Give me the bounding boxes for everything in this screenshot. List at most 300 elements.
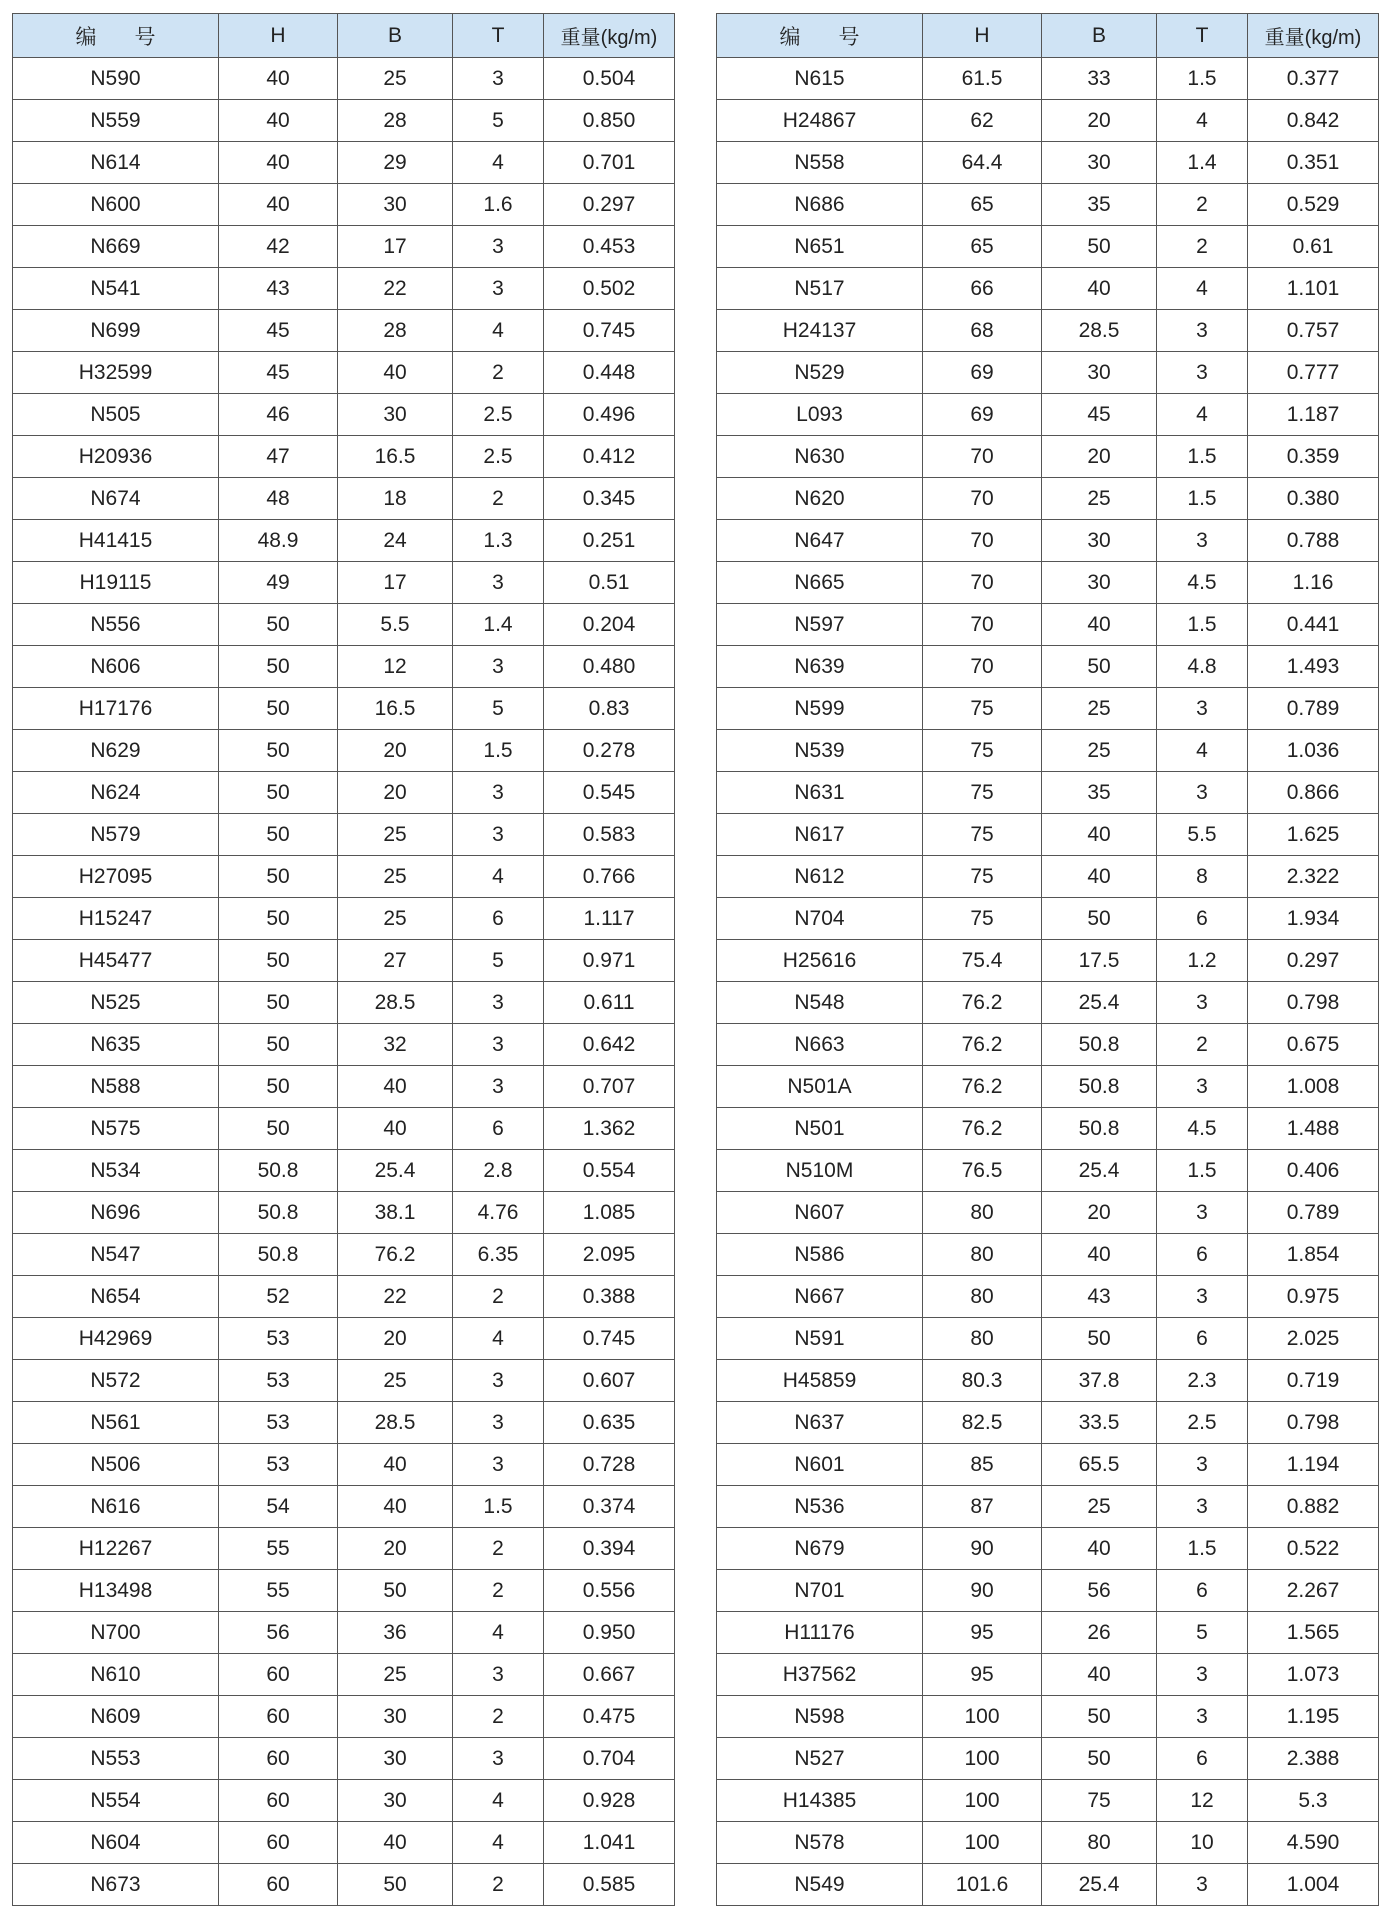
t-cell: 5: [453, 100, 544, 142]
h-cell: 53: [219, 1444, 338, 1486]
weight-cell: 2.322: [1248, 856, 1379, 898]
t-cell: 4: [1157, 100, 1248, 142]
code-cell: H24867: [717, 100, 923, 142]
code-cell: N615: [717, 58, 923, 100]
h-cell: 50: [219, 982, 338, 1024]
weight-cell: 0.788: [1248, 520, 1379, 562]
weight-cell: 0.789: [1248, 688, 1379, 730]
table-row: [717, 1822, 1379, 1864]
header-h: H: [923, 14, 1042, 58]
t-cell: 2.3: [1157, 1360, 1248, 1402]
table-row: [717, 58, 1379, 100]
table-row: [13, 856, 675, 898]
b-cell: 40: [338, 352, 453, 394]
h-cell: 75: [923, 688, 1042, 730]
h-cell: 90: [923, 1528, 1042, 1570]
h-cell: 85: [923, 1444, 1042, 1486]
t-cell: 3: [453, 1654, 544, 1696]
t-cell: 2: [1157, 1024, 1248, 1066]
t-cell: 4: [453, 1822, 544, 1864]
code-cell: H42969: [13, 1318, 219, 1360]
code-cell: N541: [13, 268, 219, 310]
t-cell: 6: [1157, 898, 1248, 940]
t-cell: 3: [1157, 1696, 1248, 1738]
b-cell: 40: [1042, 268, 1157, 310]
table-row: [717, 814, 1379, 856]
h-cell: 70: [923, 646, 1042, 688]
b-cell: 25: [338, 58, 453, 100]
weight-cell: 1.493: [1248, 646, 1379, 688]
table-row: [13, 1486, 675, 1528]
b-cell: 37.8: [1042, 1360, 1157, 1402]
b-cell: 50: [1042, 1318, 1157, 1360]
code-cell: N663: [717, 1024, 923, 1066]
b-cell: 50.8: [1042, 1066, 1157, 1108]
table-row: [717, 1444, 1379, 1486]
b-cell: 33.5: [1042, 1402, 1157, 1444]
b-cell: 30: [338, 1780, 453, 1822]
table-row: [13, 1612, 675, 1654]
code-cell: N606: [13, 646, 219, 688]
h-cell: 46: [219, 394, 338, 436]
header-t: T: [453, 14, 544, 58]
table-row: [13, 1864, 675, 1906]
t-cell: 1.5: [453, 730, 544, 772]
weight-cell: 1.565: [1248, 1612, 1379, 1654]
weight-cell: 1.195: [1248, 1696, 1379, 1738]
h-cell: 60: [219, 1822, 338, 1864]
weight-cell: 0.380: [1248, 478, 1379, 520]
weight-cell: 0.204: [544, 604, 675, 646]
b-cell: 40: [1042, 1528, 1157, 1570]
b-cell: 30: [338, 1738, 453, 1780]
code-cell: N591: [717, 1318, 923, 1360]
t-cell: 6: [1157, 1234, 1248, 1276]
h-cell: 65: [923, 226, 1042, 268]
h-cell: 70: [923, 604, 1042, 646]
code-cell: N578: [717, 1822, 923, 1864]
t-cell: 3: [1157, 1864, 1248, 1906]
h-cell: 87: [923, 1486, 1042, 1528]
t-cell: 5: [453, 940, 544, 982]
h-cell: 65: [923, 184, 1042, 226]
weight-cell: 0.928: [544, 1780, 675, 1822]
weight-cell: 0.374: [544, 1486, 675, 1528]
t-cell: 3: [453, 1444, 544, 1486]
b-cell: 32: [338, 1024, 453, 1066]
b-cell: 25: [1042, 688, 1157, 730]
b-cell: 28.5: [338, 982, 453, 1024]
code-cell: N579: [13, 814, 219, 856]
t-cell: 12: [1157, 1780, 1248, 1822]
table-row: [717, 1360, 1379, 1402]
b-cell: 30: [338, 1696, 453, 1738]
t-cell: 3: [453, 814, 544, 856]
weight-cell: 1.117: [544, 898, 675, 940]
table-header-row: [717, 14, 1379, 58]
table-row: [13, 310, 675, 352]
b-cell: 16.5: [338, 688, 453, 730]
t-cell: 1.5: [1157, 478, 1248, 520]
t-cell: 3: [453, 1066, 544, 1108]
code-cell: H37562: [717, 1654, 923, 1696]
code-cell: N614: [13, 142, 219, 184]
weight-cell: 0.545: [544, 772, 675, 814]
b-cell: 65.5: [1042, 1444, 1157, 1486]
code-cell: H41415: [13, 520, 219, 562]
t-cell: 4.5: [1157, 562, 1248, 604]
t-cell: 1.6: [453, 184, 544, 226]
h-cell: 42: [219, 226, 338, 268]
weight-cell: 1.488: [1248, 1108, 1379, 1150]
b-cell: 40: [338, 1066, 453, 1108]
code-cell: N525: [13, 982, 219, 1024]
b-cell: 45: [1042, 394, 1157, 436]
t-cell: 3: [1157, 1276, 1248, 1318]
t-cell: 6.35: [453, 1234, 544, 1276]
b-cell: 24: [338, 520, 453, 562]
b-cell: 50: [1042, 646, 1157, 688]
b-cell: 16.5: [338, 436, 453, 478]
weight-cell: 2.388: [1248, 1738, 1379, 1780]
weight-cell: 1.934: [1248, 898, 1379, 940]
h-cell: 75: [923, 856, 1042, 898]
h-cell: 50: [219, 940, 338, 982]
table-row: [717, 1234, 1379, 1276]
t-cell: 4: [453, 1612, 544, 1654]
code-cell: H27095: [13, 856, 219, 898]
code-cell: N601: [717, 1444, 923, 1486]
b-cell: 30: [1042, 562, 1157, 604]
b-cell: 20: [338, 772, 453, 814]
table-row: [717, 268, 1379, 310]
weight-cell: 0.554: [544, 1150, 675, 1192]
b-cell: 30: [1042, 142, 1157, 184]
b-cell: 12: [338, 646, 453, 688]
code-cell: H25616: [717, 940, 923, 982]
b-cell: 17.5: [1042, 940, 1157, 982]
t-cell: 2.5: [453, 394, 544, 436]
t-cell: 4: [453, 856, 544, 898]
code-cell: N505: [13, 394, 219, 436]
b-cell: 50: [1042, 1738, 1157, 1780]
code-cell: N536: [717, 1486, 923, 1528]
t-cell: 4: [453, 310, 544, 352]
code-cell: N510M: [717, 1150, 923, 1192]
table-row: [717, 1150, 1379, 1192]
weight-cell: 0.719: [1248, 1360, 1379, 1402]
h-cell: 50.8: [219, 1234, 338, 1276]
code-cell: N506: [13, 1444, 219, 1486]
header-weight: 重量(kg/m): [1248, 14, 1379, 58]
b-cell: 25: [1042, 478, 1157, 520]
code-cell: N696: [13, 1192, 219, 1234]
weight-cell: 0.522: [1248, 1528, 1379, 1570]
h-cell: 95: [923, 1612, 1042, 1654]
t-cell: 4: [1157, 394, 1248, 436]
weight-cell: 1.085: [544, 1192, 675, 1234]
b-cell: 25.4: [1042, 982, 1157, 1024]
b-cell: 50: [1042, 226, 1157, 268]
code-cell: N534: [13, 1150, 219, 1192]
t-cell: 3: [1157, 310, 1248, 352]
b-cell: 28.5: [1042, 310, 1157, 352]
b-cell: 25.4: [1042, 1150, 1157, 1192]
t-cell: 2: [453, 1276, 544, 1318]
b-cell: 38.1: [338, 1192, 453, 1234]
weight-cell: 0.345: [544, 478, 675, 520]
table-row: [13, 940, 675, 982]
table-row: [13, 1822, 675, 1864]
b-cell: 50: [338, 1864, 453, 1906]
table-row: [717, 1024, 1379, 1066]
code-cell: N572: [13, 1360, 219, 1402]
code-cell: N548: [717, 982, 923, 1024]
t-cell: 2.5: [453, 436, 544, 478]
code-cell: N600: [13, 184, 219, 226]
h-cell: 53: [219, 1402, 338, 1444]
weight-cell: 0.502: [544, 268, 675, 310]
b-cell: 40: [338, 1444, 453, 1486]
h-cell: 50: [219, 730, 338, 772]
weight-cell: 1.041: [544, 1822, 675, 1864]
t-cell: 8: [1157, 856, 1248, 898]
t-cell: 4: [453, 1318, 544, 1360]
table-header-row: [13, 14, 675, 58]
header-t: T: [1157, 14, 1248, 58]
weight-cell: 1.194: [1248, 1444, 1379, 1486]
header-code: 编 号: [13, 14, 219, 58]
t-cell: 2: [453, 352, 544, 394]
code-cell: N674: [13, 478, 219, 520]
b-cell: 25.4: [1042, 1864, 1157, 1906]
b-cell: 30: [1042, 352, 1157, 394]
weight-cell: 0.556: [544, 1570, 675, 1612]
h-cell: 45: [219, 310, 338, 352]
table-row: [13, 1066, 675, 1108]
weight-cell: 0.675: [1248, 1024, 1379, 1066]
h-cell: 100: [923, 1738, 1042, 1780]
h-cell: 76.2: [923, 982, 1042, 1024]
b-cell: 25: [1042, 730, 1157, 772]
code-cell: N547: [13, 1234, 219, 1276]
weight-cell: 0.251: [544, 520, 675, 562]
code-cell: H17176: [13, 688, 219, 730]
code-cell: N630: [717, 436, 923, 478]
table-row: [717, 436, 1379, 478]
table-row: [717, 1612, 1379, 1654]
weight-cell: 1.854: [1248, 1234, 1379, 1276]
t-cell: 4: [453, 1780, 544, 1822]
h-cell: 80: [923, 1192, 1042, 1234]
weight-cell: 1.008: [1248, 1066, 1379, 1108]
code-cell: H45859: [717, 1360, 923, 1402]
h-cell: 75: [923, 772, 1042, 814]
t-cell: 1.5: [1157, 604, 1248, 646]
weight-cell: 0.707: [544, 1066, 675, 1108]
h-cell: 62: [923, 100, 1042, 142]
b-cell: 5.5: [338, 604, 453, 646]
weight-cell: 0.475: [544, 1696, 675, 1738]
b-cell: 40: [338, 1486, 453, 1528]
weight-cell: 0.777: [1248, 352, 1379, 394]
t-cell: 3: [453, 268, 544, 310]
code-cell: N610: [13, 1654, 219, 1696]
code-cell: N604: [13, 1822, 219, 1864]
b-cell: 56: [1042, 1570, 1157, 1612]
code-cell: N554: [13, 1780, 219, 1822]
code-cell: N629: [13, 730, 219, 772]
b-cell: 35: [1042, 184, 1157, 226]
table-row: [717, 520, 1379, 562]
header-b: B: [1042, 14, 1157, 58]
b-cell: 25: [338, 856, 453, 898]
t-cell: 4.76: [453, 1192, 544, 1234]
table-row: [13, 436, 675, 478]
h-cell: 76.2: [923, 1024, 1042, 1066]
table-row: [13, 814, 675, 856]
code-cell: N639: [717, 646, 923, 688]
h-cell: 100: [923, 1780, 1042, 1822]
t-cell: 2: [453, 478, 544, 520]
h-cell: 76.2: [923, 1066, 1042, 1108]
table-row: [13, 226, 675, 268]
b-cell: 28: [338, 310, 453, 352]
b-cell: 33: [1042, 58, 1157, 100]
table-body-right: [717, 58, 1379, 1906]
t-cell: 2: [1157, 226, 1248, 268]
table-row: [717, 352, 1379, 394]
table-row: [13, 604, 675, 646]
weight-cell: 0.359: [1248, 436, 1379, 478]
h-cell: 50.8: [219, 1192, 338, 1234]
b-cell: 40: [1042, 604, 1157, 646]
b-cell: 20: [1042, 100, 1157, 142]
table-row: [13, 982, 675, 1024]
b-cell: 40: [338, 1822, 453, 1864]
h-cell: 43: [219, 268, 338, 310]
t-cell: 6: [453, 898, 544, 940]
b-cell: 50.8: [1042, 1024, 1157, 1066]
h-cell: 55: [219, 1528, 338, 1570]
h-cell: 50: [219, 604, 338, 646]
t-cell: 3: [1157, 772, 1248, 814]
b-cell: 40: [338, 1108, 453, 1150]
weight-cell: 0.585: [544, 1864, 675, 1906]
code-cell: H15247: [13, 898, 219, 940]
code-cell: H19115: [13, 562, 219, 604]
h-cell: 80: [923, 1234, 1042, 1276]
code-cell: N556: [13, 604, 219, 646]
t-cell: 4.5: [1157, 1108, 1248, 1150]
table-row: [717, 184, 1379, 226]
b-cell: 40: [1042, 1654, 1157, 1696]
table-row: [717, 1696, 1379, 1738]
table-row: [13, 1318, 675, 1360]
t-cell: 3: [453, 772, 544, 814]
table-row: [717, 1276, 1379, 1318]
code-cell: N679: [717, 1528, 923, 1570]
code-cell: N699: [13, 310, 219, 352]
table-row: [717, 1570, 1379, 1612]
code-cell: N647: [717, 520, 923, 562]
h-cell: 52: [219, 1276, 338, 1318]
t-cell: 1.4: [1157, 142, 1248, 184]
weight-cell: 0.61: [1248, 226, 1379, 268]
code-cell: N617: [717, 814, 923, 856]
b-cell: 40: [1042, 1234, 1157, 1276]
t-cell: 1.5: [1157, 1528, 1248, 1570]
table-row: [717, 1318, 1379, 1360]
h-cell: 66: [923, 268, 1042, 310]
code-cell: N704: [717, 898, 923, 940]
weight-cell: 2.025: [1248, 1318, 1379, 1360]
weight-cell: 0.642: [544, 1024, 675, 1066]
weight-cell: 0.611: [544, 982, 675, 1024]
h-cell: 48: [219, 478, 338, 520]
b-cell: 27: [338, 940, 453, 982]
h-cell: 60: [219, 1738, 338, 1780]
t-cell: 2.5: [1157, 1402, 1248, 1444]
table-row: [13, 1360, 675, 1402]
table-row: [717, 982, 1379, 1024]
table-row: [717, 1486, 1379, 1528]
t-cell: 3: [1157, 688, 1248, 730]
weight-cell: 1.16: [1248, 562, 1379, 604]
table-row: [13, 1444, 675, 1486]
h-cell: 50: [219, 688, 338, 730]
h-cell: 40: [219, 184, 338, 226]
code-cell: L093: [717, 394, 923, 436]
t-cell: 3: [1157, 1066, 1248, 1108]
weight-cell: 0.882: [1248, 1486, 1379, 1528]
h-cell: 100: [923, 1696, 1042, 1738]
h-cell: 45: [219, 352, 338, 394]
weight-cell: 1.101: [1248, 268, 1379, 310]
t-cell: 3: [453, 982, 544, 1024]
b-cell: 25.4: [338, 1150, 453, 1192]
h-cell: 50: [219, 1066, 338, 1108]
weight-cell: 0.412: [544, 436, 675, 478]
h-cell: 55: [219, 1570, 338, 1612]
weight-cell: 0.728: [544, 1444, 675, 1486]
table-row: [13, 646, 675, 688]
b-cell: 20: [1042, 1192, 1157, 1234]
table-row: [13, 1276, 675, 1318]
weight-cell: 0.441: [1248, 604, 1379, 646]
table-row: [13, 100, 675, 142]
b-cell: 20: [338, 1528, 453, 1570]
h-cell: 64.4: [923, 142, 1042, 184]
code-cell: N501: [717, 1108, 923, 1150]
h-cell: 75: [923, 898, 1042, 940]
h-cell: 101.6: [923, 1864, 1042, 1906]
b-cell: 20: [338, 1318, 453, 1360]
table-row: [13, 394, 675, 436]
table-row: [13, 268, 675, 310]
h-cell: 48.9: [219, 520, 338, 562]
table-row: [717, 1192, 1379, 1234]
code-cell: N612: [717, 856, 923, 898]
table-row: [13, 562, 675, 604]
code-cell: H13498: [13, 1570, 219, 1612]
table-row: [13, 730, 675, 772]
t-cell: 6: [1157, 1738, 1248, 1780]
h-cell: 50: [219, 898, 338, 940]
t-cell: 4: [1157, 268, 1248, 310]
code-cell: N549: [717, 1864, 923, 1906]
code-cell: N539: [717, 730, 923, 772]
